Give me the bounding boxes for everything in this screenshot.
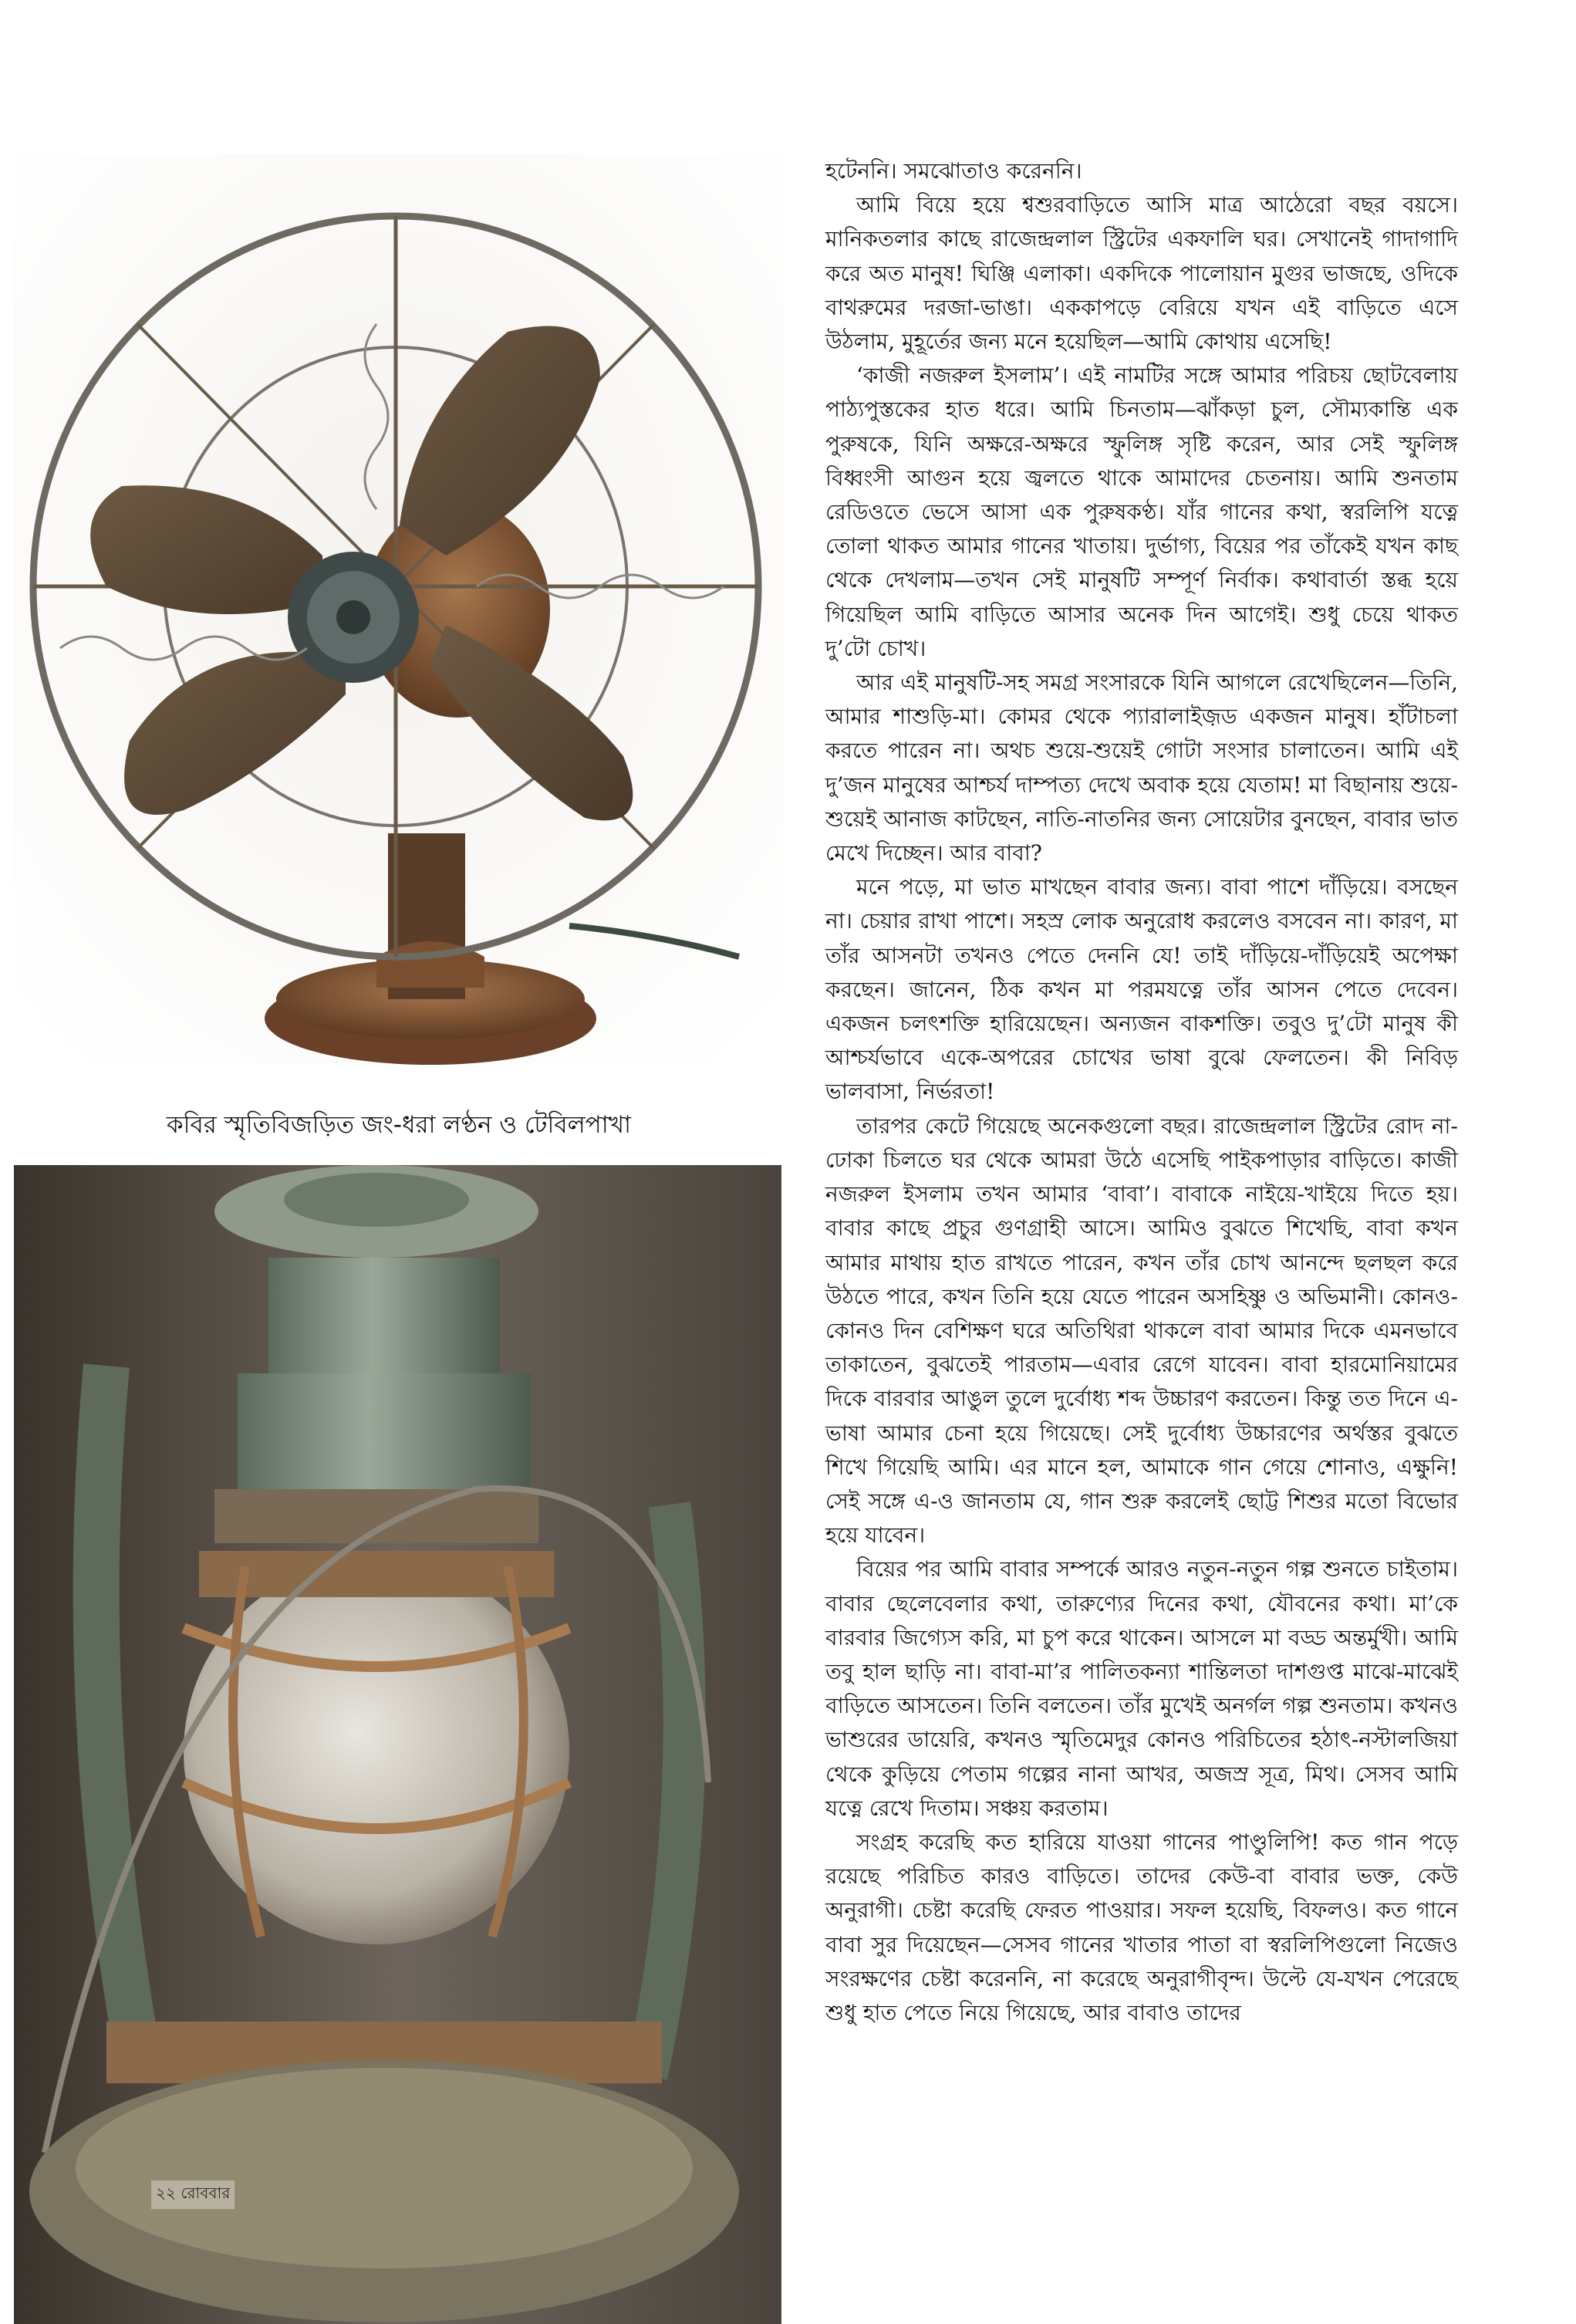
article-body [825,154,1458,2030]
article-paragraph: বিয়ের পর আমি বাবার সম্পর্কে আরও নতুন-নতুন গল্প শুনতে চাইতাম। বাবার ছেলেবেলার কথা, তারুণ্যের দিনের কথা, যৌবনের কথা। মা’কে বারবার জিগ্যেস করি, মা চুপ করে থাকেন। আসলে মা বড্ড অন্তর্মুখী। আমি তবু হাল ছাড়ি না। বাবা-মা’র পালিতকন্যা শান্তিলতা দাশগুপ্ত মাঝে-মাঝেই বাড়িতে আসতেন। তিনি বলতেন। তাঁর মুখেই অনর্গল গল্প শুনতাম। কখনও ভাশুরের ডায়েরি, কখনও স্মৃতিমেদুর কোনও পরিচিতের হঠাৎ-নস্টালজিয়া থেকে কুড়িয়ে পেতাম গল্পের নানা আখর, অজস্র সূত্র, মিথ। সেসব আমি যত্নে রেখে দিতাম। সঞ্চয় করতাম। [825,1556,1458,1821]
table-fan-illustration [14,154,784,1065]
article-paragraph: হটেননি। সমঝোতাও করেননি। [825,158,1082,184]
article-paragraph: তারপর কেটে গিয়েছে অনেকগুলো বছর। রাজেন্দ্রলাল স্ট্রিটের রোদ না-ঢোকা চিলতে ঘর থেকে আমরা উঠে এসেছি পাইকপাড়ার বাড়িতে। কাজী নজরুল ইসলাম তখন আমার ‘বাবা’। বাবাকে নাইয়ে-খাইয়ে দিতে হয়। বাবার কাছে প্রচুর গুণগ্রাহী আসে। আমিও বুঝতে শিখেছি, বাবা কখন আমার মাথায় হাত রাখতে পারেন, কখন তাঁর চোখ আনন্দে ছলছল করে উঠতে পারে, কখন তিনি হয়ে যেতে পারেন অসহিষ্ণু ও অভিমানী। কোনও-কোনও দিন বেশিক্ষণ ঘরে অতিথিরা থাকলে বাবা আমার দিকে এমনভাবে তাকাতেন, বুঝতেই পারতাম—এবার রেগে যাবেন। বাবা হারমোনিয়ামের দিকে বারবার আঙুল তুলে দুর্বোধ্য শব্দ উচ্চারণ করতেন। কিন্তু তত দিনে এ-ভাষা আমার চেনা হয়ে গিয়েছে। সেই দুর্বোধ্য উচ্চারণের অর্থস্তর বুঝতে শিখে গিয়েছি আমি। এর মানে হল, আমাকে গান গেয়ে শোনাও, এক্ষুনি! সেই সঙ্গে এ-ও জানতাম যে, গান শুরু করলেই ছোট্ট শিশুর মতো বিভোর হয়ে যাবেন। [825,1113,1458,1549]
article-paragraph: আমি বিয়ে হয়ে শ্বশুরবাড়িতে আসি মাত্র আঠেরো বছর বয়সে। মানিকতলার কাছে রাজেন্দ্রলাল স্ট্রিটের একফালি ঘর। সেখানেই গাদাগাদি করে অত মানুষ! ঘিঞ্জি এলাকা। একদিকে পালোয়ান মুগুর ভাজছে, ওদিকে বাথরুমের দরজা-ভাঙা। এককাপড়ে বেরিয়ে যখন এই বাড়িতে এসে উঠলাম, মুহূর্তের জন্য মনে হয়েছিল—আমি কোথায় এসেছি! [825,192,1458,355]
article-paragraph: আর এই মানুষটি-সহ সমগ্র সংসারকে যিনি আগলে রেখেছিলেন—তিনি, আমার শাশুড়ি-মা। কোমর থেকে প্যারালাইজ়ড একজন মানুষ। হাঁটাচলা করতে পারেন না। অথচ শুয়ে-শুয়েই গোটা সংসার চালাতেন। আমি এই দু’জন মানুষের আশ্চর্য দাম্পত্য দেখে অবাক হয়ে যেতাম! মা বিছানায় শুয়ে-শুয়েই আনাজ কাটছেন, নাতি-নাতনির জন্য সোয়েটার বুনছেন, বাবার ভাত মেখে দিচ্ছেন। আর বাবা? [825,670,1458,866]
hurricane-lantern-photo [14,1165,781,2324]
table-fan-photo [14,154,784,1065]
photo-caption: কবির স্মৃতিবিজড়িত জং-ধরা লণ্ঠন ও টেবিলপাখা [166,1111,632,1139]
page-folio: ২২ রোববার [151,2180,235,2209]
article-paragraph: মনে পড়ে, মা ভাত মাখছেন বাবার জন্য। বাবা পাশে দাঁড়িয়ে। বসছেন না। চেয়ার রাখা পাশে। সহস্র লোক অনুরোধ করলেও বসবেন না। কারণ, মা তাঁর আসনটা তখনও পেতে দেননি যে! তাই দাঁড়িয়ে-দাঁড়িয়েই অপেক্ষা করছেন। জানেন, ঠিক কখন মা পরমযত্নে তাঁর আসন পেতে দেবেন। একজন চলৎশক্তি হারিয়েছেন। অন্যজন বাকশক্তি। তবুও দু’টো মানুষ কী আশ্চর্যভাবে একে-অপরের চোখের ভাষা বুঝে ফেলতেন। কী নিবিড় ভালবাসা, নির্ভরতা! [825,874,1458,1105]
lantern-illustration [14,1165,781,2324]
article-paragraph: ‘কাজী নজরুল ইসলাম’। এই নামটির সঙ্গে আমার পরিচয় ছোটবেলায় পাঠ্যপুস্তকের হাত ধরে। আমি চিনতাম—ঝাঁকড়া চুল, সৌম্যকান্তি এক পুরুষকে, যিনি অক্ষরে-অক্ষরে স্ফুলিঙ্গ সৃষ্টি করেন, আর সেই স্ফুলিঙ্গ বিধ্বংসী আগুন হয়ে জ্বলতে থাকে আমাদের চেতনায়। আমি শুনতাম রেডিওতে ভেসে আসা এক পুরুষকণ্ঠ। যাঁর গানের কথা, স্বরলিপি যত্নে তোলা থাকত আমার গানের খাতায়। দুর্ভাগ্য, বিয়ের পর তাঁকেই যখন কাছ থেকে দেখলাম—তখন সেই মানুষটি সম্পূর্ণ নির্বাক। কথাবার্তা স্তব্ধ হয়ে গিয়েছিল আমি বাড়িতে আসার অনেক দিন আগেই। শুধু চেয়ে থাকত দু’টো চোখ। [825,363,1458,661]
article-paragraph: সংগ্রহ করেছি কত হারিয়ে যাওয়া গানের পাণ্ডুলিপি! কত গান পড়ে রয়েছে পরিচিত কারও বাড়িতে। তাদের কেউ-বা বাবার ভক্ত, কেউ অনুরাগী। চেষ্টা করেছি ফেরত পাওয়ার। সফল হয়েছি, বিফলও। কত গানে বাবা সুর দিয়েছেন—সেসব গানের খাতার পাতা বা স্বরলিপিগুলো নিজেও সংরক্ষণের চেষ্টা করেননি, না করেছে অনুরাগীবৃন্দ। উল্টে যে-যখন পেরেছে শুধু হাত পেতে নিয়ে গিয়েছে, আর বাবাও তাদের [825,1829,1458,2025]
